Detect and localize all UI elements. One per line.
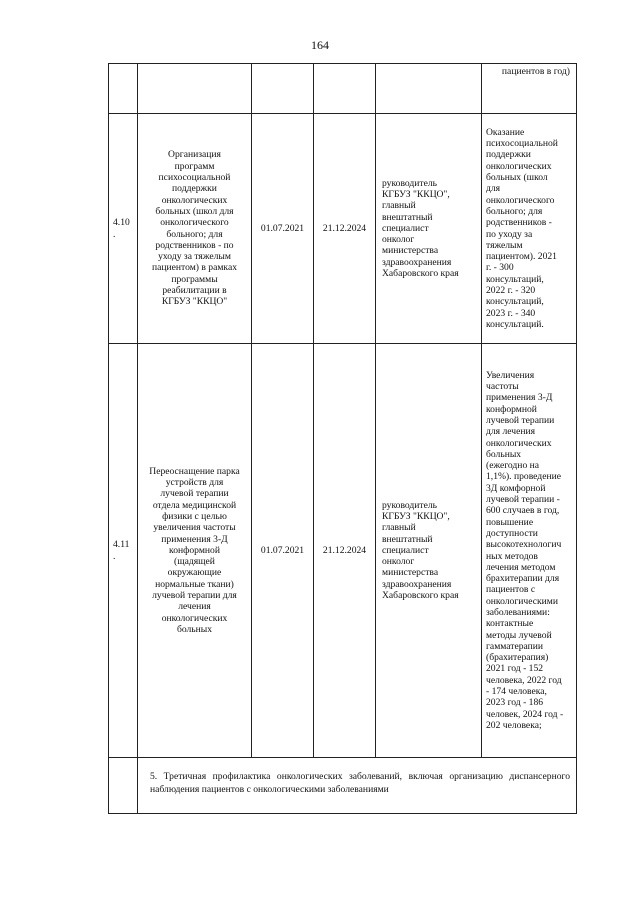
table-row-4-10 bbox=[109, 114, 577, 344]
start-date: 01.07.2021 bbox=[252, 344, 314, 758]
event-cell: Переоснащение парка устройств для лучевой терапии отдела медицинской физики с целью увеличения частоты применения 3-Д конформной (щадящей окружающие нормальные ткани) лучевой терапии для лечения онкологических больных bbox=[138, 344, 252, 758]
section-heading: 5. Третичная профилактика онкологических заболеваний, включая организацию диспансерного наблюдения пациентов с онкологическими заболеваниями bbox=[138, 758, 577, 814]
responsible-cell: руководитель КГБУЗ "ККЦО", главный внештатный специалист онколог министерства здравоохранения Хабаровского края bbox=[376, 114, 482, 344]
event-cell: Организация программ психосоциальной поддержки онкологических больных (школ для онкологического больного; для родственников - по уходу за тяжелым пациентом) в рамках программы реабилитации в КГБУЗ "ККЦО" bbox=[138, 114, 252, 344]
result-cell: Оказание психосоциальной поддержки онкологических больных (школ для онкологического больного; для родственников - по уходу за тяжелым пациентом). 2021 г. - 300 консультаций, 2022 г. - 320 консультаций, 2023 г. - 340 консультаций. bbox=[482, 114, 577, 344]
row-number: 4.10 . bbox=[109, 114, 138, 344]
end-date: 21.12.2024 bbox=[314, 344, 376, 758]
table-row-section-5 bbox=[109, 758, 577, 814]
measures-table bbox=[108, 63, 577, 814]
row-number: 4.11 . bbox=[109, 344, 138, 758]
result-cell: пациентов в год) bbox=[482, 64, 577, 114]
result-cell: Увеличения частоты применения 3-Д конформной лучевой терапии для лечения онкологических больных (ежегодно на 1,1%). проведение 3Д комфорной лучевой терапии - 600 случаев в год, повышение доступности высокотехнологич ных методов лечения методом брахитерапии для пациентов с онкологическими заболеваниями: контактные методы лучевой гамматерапии (брахитерапия) 2021 год - 152 человека, 2022 год - 174 человека, 2023 год - 186 человек, 2024 год - 202 человека; bbox=[482, 344, 577, 758]
page-number: 164 bbox=[311, 38, 329, 52]
table-row-continuation bbox=[109, 64, 577, 114]
end-date: 21.12.2024 bbox=[314, 114, 376, 344]
table-row-4-11 bbox=[109, 344, 577, 758]
responsible-cell: руководитель КГБУЗ "ККЦО", главный внештатный специалист онколог министерства здравоохранения Хабаровского края bbox=[376, 344, 482, 758]
start-date: 01.07.2021 bbox=[252, 114, 314, 344]
